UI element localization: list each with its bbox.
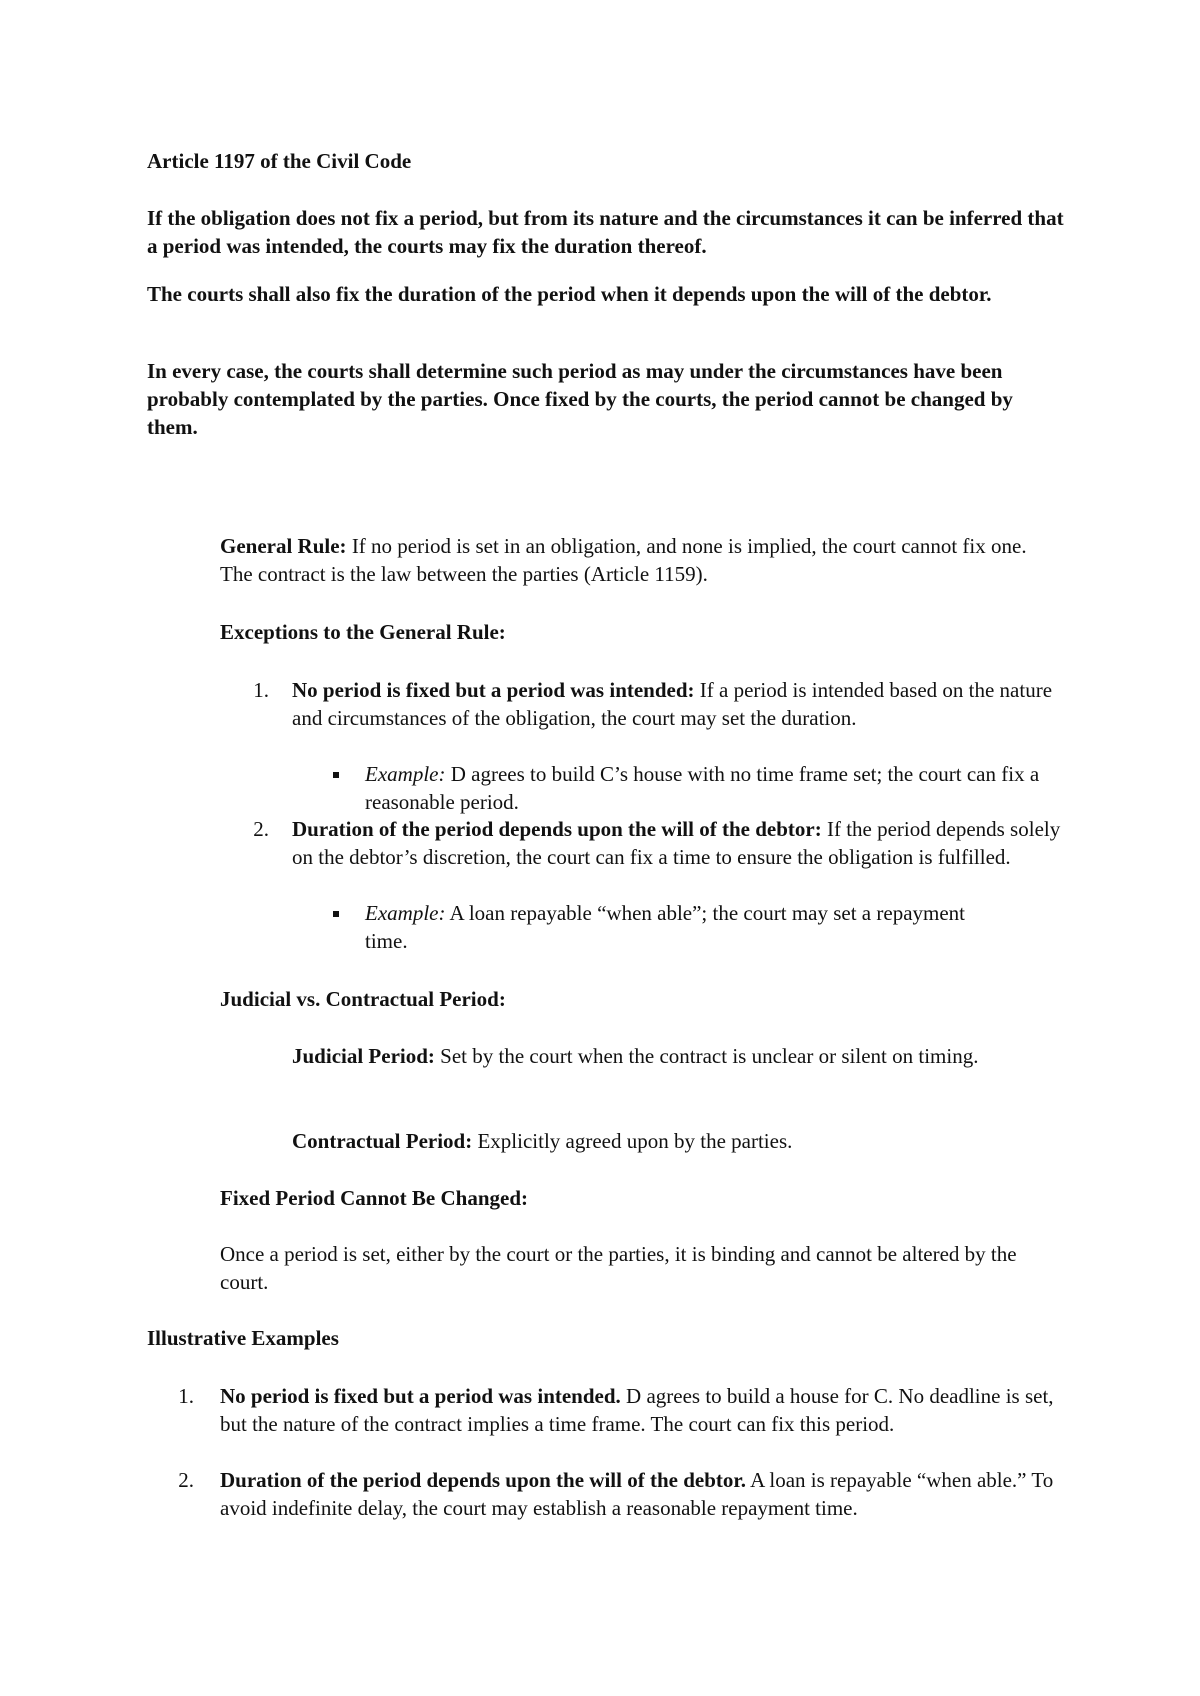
judicial-period-text: Set by the court when the contract is unclear or silent on timing. — [434, 1044, 979, 1068]
contractual-period-label: Contractual Period: — [292, 1129, 473, 1153]
bullet-icon — [333, 772, 339, 778]
illustrative-1-label: No period is fixed but a period was intended. — [220, 1384, 621, 1408]
exception-item-2 — [292, 815, 1062, 871]
exception-1-example-text: D agrees to build C’s house with no time frame set; the court can fix a reasonable period. — [365, 762, 1040, 814]
article-paragraph-1: If the obligation does not fix a period, but from its nature and the circumstances it can be inferred that a period was intended, the courts may fix the duration thereof. — [147, 206, 1064, 258]
exception-1-label: No period is fixed but a period was intended: — [292, 678, 695, 702]
illustrative-2-text: A loan is repayable “when able.” To avoid indefinite delay, the court may establish a reasonable repayment time. — [220, 1468, 1054, 1520]
article-paragraph-3: In every case, the courts shall determine such period as may under the circumstances have been probably contemplated by the parties. Once fixed by the courts, the period cannot be changed by them. — [147, 359, 1013, 439]
exception-item-1 — [292, 676, 1062, 732]
illustrative-item-2 — [220, 1466, 1060, 1522]
contractual-period-text: Explicitly agreed upon by the parties. — [472, 1129, 793, 1153]
exception-1-text: If a period is intended based on the nature and circumstances of the obligation, the court may set the duration. — [292, 678, 1053, 730]
fixed-period-heading: Fixed Period Cannot Be Changed: — [220, 1186, 529, 1210]
illustrative-item-1 — [220, 1382, 1060, 1438]
judicial-vs-contractual-heading: Judicial vs. Contractual Period: — [220, 987, 506, 1011]
exception-2-label: Duration of the period depends upon the will of the debtor: — [292, 817, 822, 841]
exception-2-example — [365, 899, 1005, 955]
illustrative-1-text: D agrees to build a house for C. No deadline is set, but the nature of the contract implies a time frame. The court can fix this period. — [220, 1384, 1054, 1436]
article-title: Article 1197 of the Civil Code — [147, 149, 412, 173]
exception-number-1: 1. — [253, 678, 269, 702]
illustrative-2-label: Duration of the period depends upon the will of the debtor. — [220, 1468, 747, 1492]
exception-1-example — [365, 760, 1065, 816]
illustrative-heading: Illustrative Examples — [147, 1326, 339, 1350]
exception-2-example-label: Example: — [365, 901, 446, 925]
exception-number-2: 2. — [253, 817, 269, 841]
contractual-period — [292, 1127, 1062, 1155]
general-rule — [220, 532, 1050, 588]
exception-2-example-text: A loan repayable “when able”; the court may set a repayment time. — [365, 901, 966, 953]
bullet-icon — [333, 911, 339, 917]
judicial-period — [292, 1042, 1062, 1070]
judicial-period-label: Judicial Period: — [292, 1044, 435, 1068]
fixed-period-text: Once a period is set, either by the court or the parties, it is binding and cannot be altered by the court. — [220, 1242, 1017, 1294]
general-rule-label: General Rule: — [220, 534, 347, 558]
illustrative-number-1: 1. — [178, 1384, 194, 1408]
exception-1-example-label: Example: — [365, 762, 446, 786]
article-paragraph-2: The courts shall also fix the duration of the period when it depends upon the will of the debtor. — [147, 282, 992, 306]
exceptions-heading: Exceptions to the General Rule: — [220, 620, 506, 644]
exception-2-text: If the period depends solely on the debtor’s discretion, the court can fix a time to ensure the obligation is fulfilled. — [292, 817, 1061, 869]
illustrative-number-2: 2. — [178, 1468, 194, 1492]
general-rule-text: If no period is set in an obligation, and none is implied, the court cannot fix one. The contract is the law between the parties (Article 1159). — [220, 534, 1027, 586]
